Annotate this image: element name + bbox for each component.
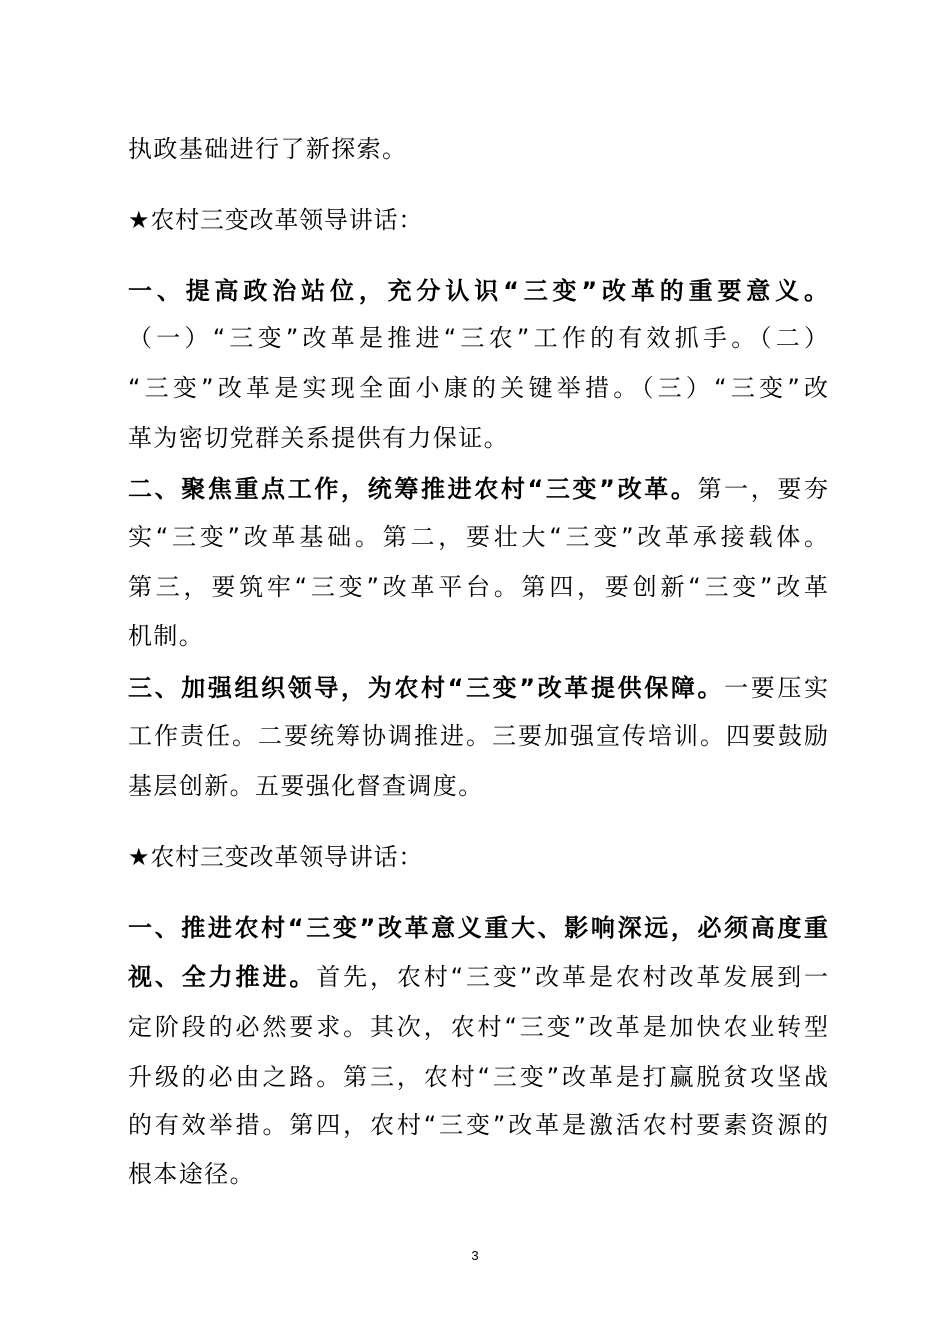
paragraph-line: （一）“三变”改革是推进“三农”工作的有效抓手。（二） — [128, 324, 828, 352]
bold-lead: 三、加强组织领导，为农村“三变”改革提供保障。 — [128, 674, 725, 702]
paragraph-line: 工作责任。二要统筹协调推进。三要加强宣传培训。四要鼓励 — [128, 722, 828, 750]
paragraph-line: 革为密切党群关系提供有力保证。 — [128, 424, 509, 452]
paragraph-line: 第三，要筑牢“三变”改革平台。第四，要创新“三变”改革 — [128, 573, 828, 601]
subheading-line: 一、提高政治站位，充分认识“三变”改革的重要意义。 — [128, 277, 828, 305]
paragraph-line: 定阶段的必然要求。其次，农村“三变”改革是加快农业转型 — [128, 1013, 828, 1041]
paragraph-line: 机制。 — [128, 622, 205, 650]
paragraph-line: “三变”改革是实现全面小康的关键举措。（三）“三变”改 — [128, 374, 828, 402]
paragraph-line: 视、全力推进。首先，农村“三变”改革是农村改革发展到一 — [128, 963, 828, 991]
paragraph-line: 的有效举措。第四，农村“三变”改革是激活农村要素资源的 — [128, 1111, 828, 1139]
section-heading: ★农村三变改革领导讲话： — [128, 843, 424, 871]
page-number: 3 — [471, 1248, 479, 1263]
paragraph-line: 基层创新。五要强化督查调度。 — [128, 772, 484, 800]
subheading-line: 一、推进农村“三变”改革意义重大、影响深远，必须高度重 — [128, 914, 828, 942]
paragraph-line: 根本途径。 — [128, 1160, 255, 1188]
section-heading: ★农村三变改革领导讲话： — [128, 206, 424, 234]
bold-lead: 视、全力推进。 — [128, 963, 317, 991]
paragraph-line: 升级的必由之路。第三，农村“三变”改革是打赢脱贫攻坚战 — [128, 1063, 828, 1091]
paragraph-line: 三、加强组织领导，为农村“三变”改革提供保障。一要压实 — [128, 674, 829, 702]
paragraph-line: 二、聚焦重点工作，统筹推进农村“三变”改革。第一，要夯 — [128, 475, 828, 503]
paragraph-line: 实“三变”改革基础。第二，要壮大“三变”改革承接载体。 — [128, 523, 828, 551]
paragraph-line: 执政基础进行了新探索。 — [128, 135, 408, 163]
bold-lead: 二、聚焦重点工作，统筹推进农村“三变”改革。 — [128, 475, 698, 503]
